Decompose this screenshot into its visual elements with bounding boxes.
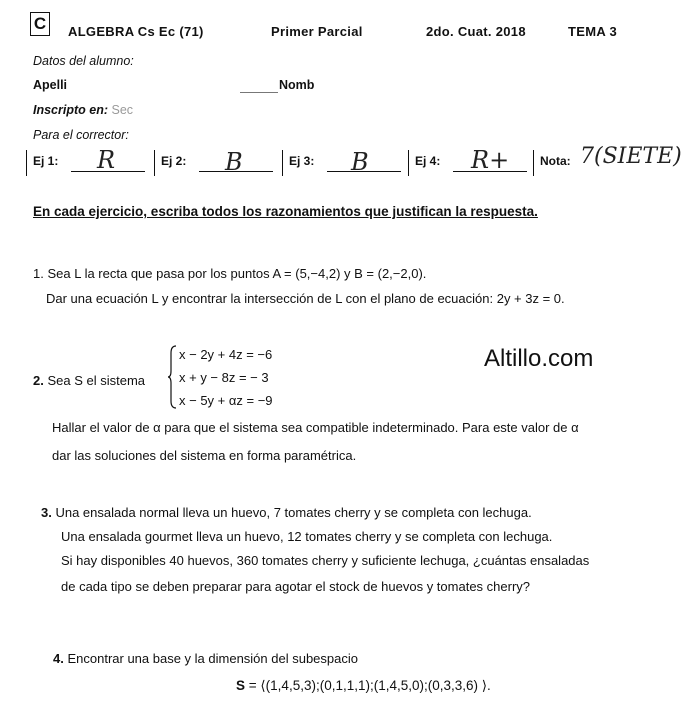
exercise-1-line-2: Dar una ecuación L y encontrar la intersección de L con el plano de ecuación: 2y + 3z = 0. [46, 291, 565, 306]
exercise-2-intro [33, 373, 145, 388]
system-equation-3: x − 5y + αz = −9 [179, 393, 273, 408]
grade-mark-3: B [351, 148, 369, 176]
surname-line [240, 92, 278, 93]
grade-mark-4: R+ [471, 146, 510, 174]
system-brace [167, 345, 177, 409]
grading-label: Para el corrector: [33, 128, 129, 142]
grade-cell-1 [26, 146, 151, 176]
exercise-4-line-1 [53, 651, 358, 666]
exercise-2-line-1: Hallar el valor de α para que el sistema sea compatible indeterminado. Para este valor de α [52, 420, 579, 435]
grade-mark-2: B [225, 148, 243, 176]
subspace-expression [236, 678, 491, 694]
enrolled-value: Sec [111, 103, 134, 117]
exercise-2-intro-text: Sea S el sistema [47, 373, 146, 388]
exercise-3-line-3: Si hay disponibles 40 huevos, 360 tomates cherry y suficiente lechuga, ¿cuántas ensaladas [61, 553, 590, 568]
student-section-label: Datos del alumno: [33, 54, 134, 68]
grading-table [26, 144, 682, 178]
exercise-3-line-1 [41, 505, 532, 520]
watermark: Altillo.com [484, 345, 594, 372]
surname-label [33, 78, 67, 92]
enrolled-label: Inscripto en: [33, 103, 109, 117]
grade-mark-final: 7(SIETE) [580, 144, 682, 169]
grade-label-4: Ej 4: [415, 154, 441, 168]
name-label: Nomb [279, 78, 315, 92]
course-title: ALGEBRA Cs Ec (71) [68, 24, 204, 39]
exercise-2-line-2: dar las soluciones del sistema en forma paramétrica. [52, 448, 357, 463]
tema-letter-box: C [30, 12, 50, 36]
exam-title: Primer Parcial [271, 24, 363, 39]
subspace-name: S [236, 678, 246, 693]
exercise-3-line-2: Una ensalada gourmet lleva un huevo, 12 tomates cherry y se completa con lechuga. [61, 529, 553, 544]
grade-label-3: Ej 3: [289, 154, 315, 168]
enrolled-row [33, 103, 133, 117]
grade-label-final: Nota: [540, 154, 571, 168]
exercise-4-number: 4. [53, 651, 64, 666]
grade-label-2: Ej 2: [161, 154, 187, 168]
exercise-1-number: 1. [33, 266, 44, 281]
grade-mark-1: R [97, 146, 116, 174]
exercise-3-line-4: de cada tipo se deben preparar para agotar el stock de huevos y tomates cherry? [61, 579, 531, 594]
exercise-2-number: 2. [33, 373, 44, 388]
grade-cell-4 [408, 146, 533, 176]
exercise-1-text-1: Sea L la recta que pasa por los puntos A = (5,−4,2) y B = (2,−2,0). [47, 266, 427, 281]
instruction-text: En cada ejercicio, escriba todos los razonamientos que justifican la respuesta. [33, 204, 538, 219]
exercise-3-text-1: Una ensalada normal lleva un huevo, 7 tomates cherry y se completa con lechuga. [55, 505, 532, 520]
exercise-3-number: 3. [41, 505, 52, 520]
grade-cell-2 [154, 150, 279, 176]
exercise-4-text-1: Encontrar una base y la dimensión del subespacio [67, 651, 358, 666]
subspace-generators: = ⟨(1,4,5,3);(0,1,1,1);(1,4,5,0);(0,3,3,6) ⟩. [248, 678, 491, 693]
system-equation-1: x − 2y + 4z = −6 [179, 347, 273, 362]
grade-cell-final [533, 144, 684, 176]
grade-label-1: Ej 1: [33, 154, 59, 168]
tema-label: TEMA 3 [568, 24, 617, 39]
system-equation-2: x + y − 8z = − 3 [179, 370, 269, 385]
term-label: 2do. Cuat. 2018 [426, 24, 526, 39]
surname-text: Apelli [33, 78, 68, 92]
grade-cell-3 [282, 150, 407, 176]
exercise-1-line-1 [33, 266, 426, 281]
